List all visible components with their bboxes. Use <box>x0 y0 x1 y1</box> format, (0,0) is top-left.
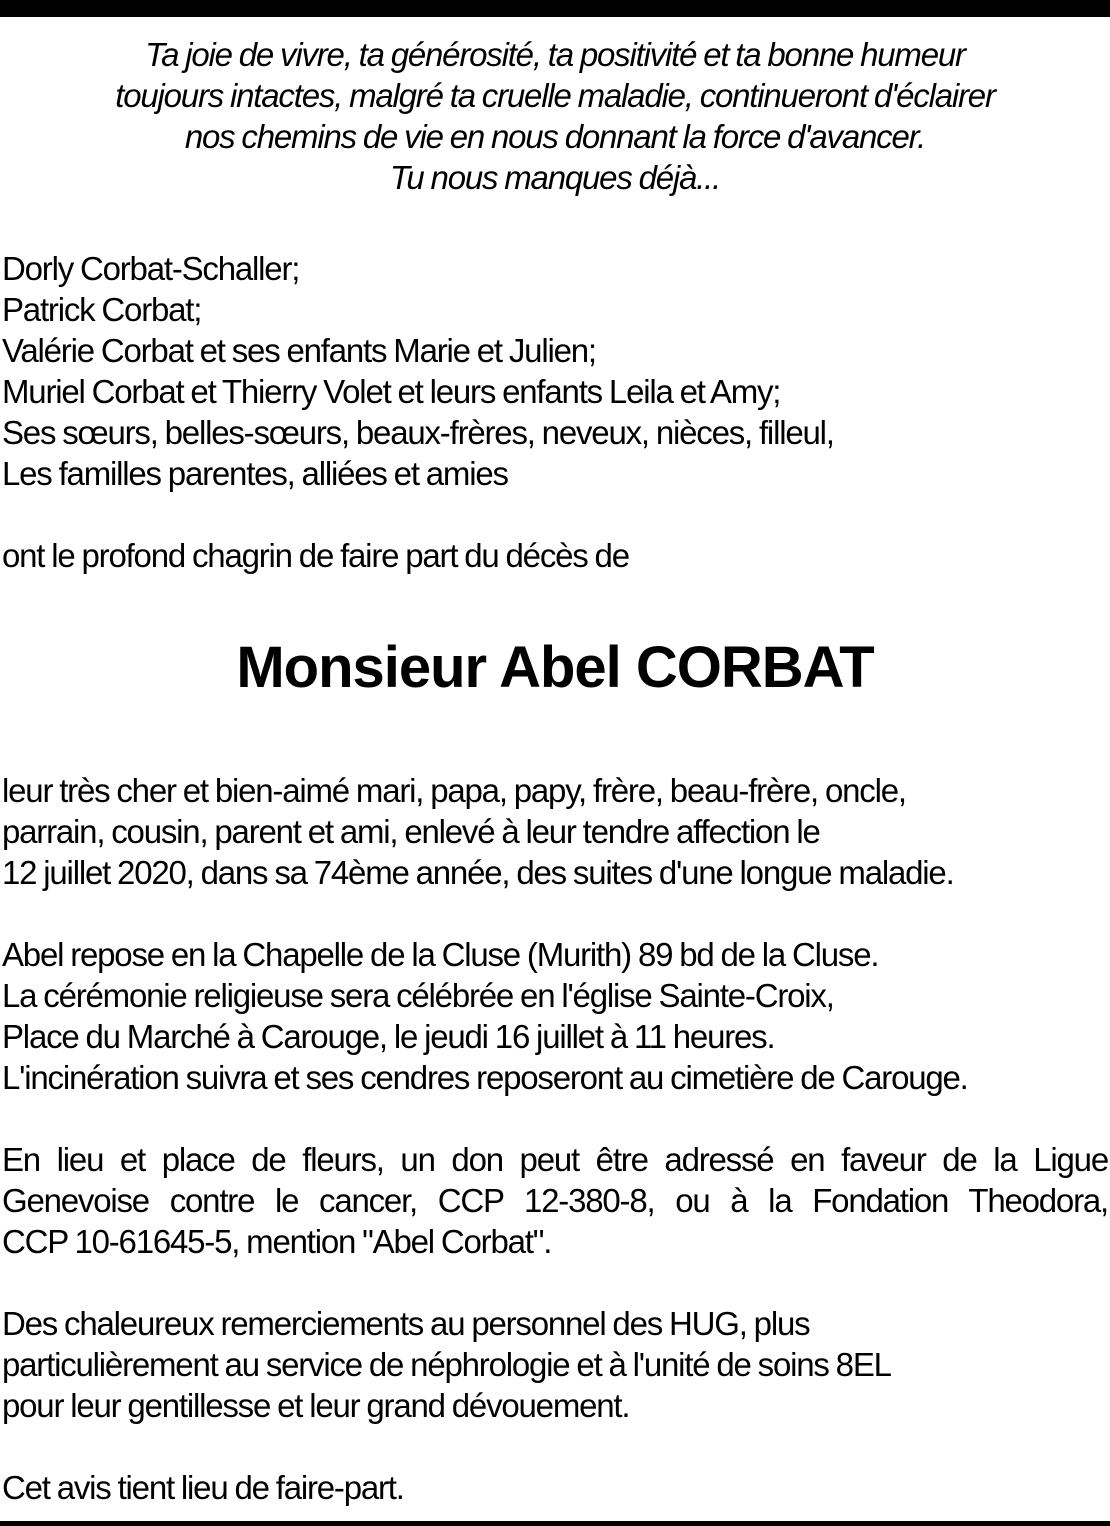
donation-line: En lieu et place de fleurs, un don peut être adressé en faveur de la Ligue <box>2 1141 1108 1178</box>
donation-paragraph <box>2 1139 1108 1262</box>
ceremony-line: La cérémonie religieuse sera célébrée en l'église Sainte-Croix, <box>2 977 834 1014</box>
obituary-notice <box>2 34 1108 1508</box>
family-member: Muriel Corbat et Thierry Volet et leurs enfants Leila et Amy; <box>2 373 781 410</box>
ceremony-paragraph <box>2 934 1108 1098</box>
family-member: Les familles parentes, alliées et amies <box>2 455 508 492</box>
epigraph-line: Ta joie de vivre, ta générosité, ta positivité et ta bonne humeur <box>145 36 965 73</box>
epigraph-line: Tu nous manques déjà... <box>389 159 721 196</box>
description-line: 12 juillet 2020, dans sa 74ème année, des suites d'une longue maladie. <box>2 854 954 891</box>
description-line: leur très cher et bien-aimé mari, papa, papy, frère, beau-frère, oncle, <box>2 772 906 809</box>
family-member: Dorly Corbat-Schaller; <box>2 250 300 287</box>
donation-line: CCP 10-61645-5, mention "Abel Corbat". <box>2 1223 552 1260</box>
epigraph-line: nos chemins de vie en nous donnant la force d'avancer. <box>184 118 926 155</box>
epigraph <box>2 34 1108 198</box>
ceremony-line: L'incinération suivra et ses cendres reposeront au cimetière de Carouge. <box>2 1059 968 1096</box>
top-border-rule <box>0 0 1110 17</box>
thanks-line: particulièrement au service de néphrologie et à l'unité de soins 8EL <box>2 1346 891 1383</box>
thanks-line: Des chaleureux remerciements au personnel des HUG, plus <box>2 1305 810 1342</box>
closing-text: Cet avis tient lieu de faire-part. <box>2 1469 404 1506</box>
epigraph-line: toujours intactes, malgré ta cruelle maladie, continueront d'éclairer <box>115 77 995 114</box>
family-member: Ses sœurs, belles-sœurs, beaux-frères, neveux, nièces, filleul, <box>2 414 834 451</box>
description-line: parrain, cousin, parent et ami, enlevé à leur tendre affection le <box>2 813 820 850</box>
announcement-text: ont le profond chagrin de faire part du décès de <box>2 537 629 574</box>
ceremony-line: Place du Marché à Carouge, le jeudi 16 juillet à 11 heures. <box>2 1018 775 1055</box>
family-member: Valérie Corbat et ses enfants Marie et Julien; <box>2 332 596 369</box>
description-paragraph <box>2 770 1108 893</box>
deceased-name: Monsieur Abel CORBAT <box>236 635 874 700</box>
thanks-line: pour leur gentillesse et leur grand dévouement. <box>2 1387 630 1424</box>
thanks-paragraph <box>2 1303 1108 1426</box>
ceremony-line: Abel repose en la Chapelle de la Cluse (Murith) 89 bd de la Cluse. <box>2 936 879 973</box>
family-member: Patrick Corbat; <box>2 291 202 328</box>
bottom-border-rule <box>0 1521 1110 1526</box>
family-list <box>2 248 1108 494</box>
donation-line: Genevoise contre le cancer, CCP 12-380-8, ou à la Fondation Theodora, <box>2 1182 1108 1219</box>
